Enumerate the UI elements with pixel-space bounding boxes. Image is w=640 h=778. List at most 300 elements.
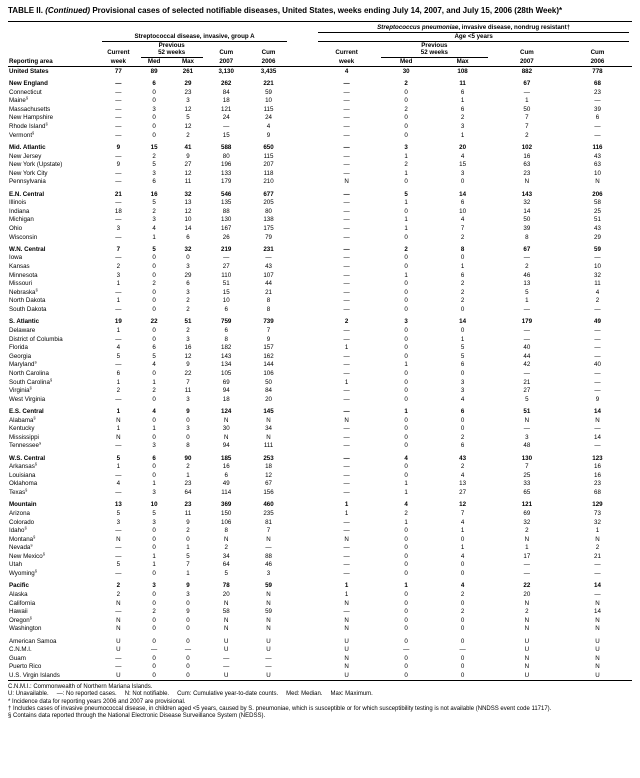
reporting-area-cell: E.N. Central bbox=[9, 190, 45, 198]
value-cell: N bbox=[266, 599, 271, 607]
value-cell: — bbox=[115, 199, 122, 207]
value-cell: U bbox=[266, 637, 271, 645]
value-cell: 2 bbox=[460, 280, 465, 288]
value-cell: 0 bbox=[404, 114, 408, 122]
column-spacer bbox=[290, 561, 315, 570]
value-cell: N bbox=[344, 535, 349, 543]
value-cell: 2 bbox=[224, 544, 228, 552]
reporting-area-cell: American Samoa bbox=[9, 637, 57, 645]
value-cell: N bbox=[524, 654, 530, 662]
column-spacer bbox=[290, 433, 315, 442]
value-cell: 0 bbox=[152, 263, 156, 271]
value-cell: 133 bbox=[221, 169, 232, 177]
value-cell: 0 bbox=[152, 369, 156, 377]
value-cell: 0 bbox=[152, 637, 156, 645]
value-cell: 1 bbox=[152, 480, 156, 488]
value-cell: 1 bbox=[152, 425, 156, 433]
header-spacer bbox=[8, 21, 99, 33]
column-spacer bbox=[290, 288, 315, 297]
value-cell: 0 bbox=[460, 254, 465, 262]
value-cell: N bbox=[266, 590, 271, 598]
value-cell: 0 bbox=[186, 599, 190, 607]
header-spacer bbox=[290, 42, 315, 58]
value-cell: — bbox=[343, 489, 350, 497]
column-spacer bbox=[290, 233, 315, 242]
value-cell: — bbox=[343, 552, 350, 560]
table-row bbox=[8, 552, 632, 561]
table-row bbox=[8, 186, 632, 198]
value-cell: 2 bbox=[152, 608, 156, 616]
value-cell: 3 bbox=[186, 425, 190, 433]
value-cell: — bbox=[115, 527, 122, 535]
reporting-area-cell: Louisiana bbox=[9, 471, 36, 479]
footnote: § Contains data reported through the National Electronic Disease Surveillance System (NEDSS). bbox=[8, 713, 266, 720]
value-cell: N bbox=[223, 616, 229, 624]
table-row bbox=[8, 152, 632, 161]
value-cell: 18 bbox=[265, 463, 272, 471]
table-row bbox=[8, 369, 632, 378]
value-cell: 162 bbox=[263, 352, 274, 360]
reporting-area-cell: Maine§ bbox=[9, 96, 29, 105]
value-cell: — bbox=[343, 88, 350, 96]
value-cell: 12 bbox=[184, 207, 192, 215]
value-cell: 59 bbox=[265, 88, 272, 96]
col-header-2007-a: 2007 bbox=[206, 58, 247, 67]
reporting-area-cell: C.N.M.I. bbox=[9, 646, 32, 654]
table-row bbox=[8, 178, 632, 187]
value-cell: 58 bbox=[594, 199, 601, 207]
value-cell: 0 bbox=[186, 254, 190, 262]
value-cell: 1 bbox=[344, 590, 349, 598]
value-cell: N bbox=[266, 625, 271, 633]
col-header-cum-a-2006: Cum bbox=[261, 48, 276, 56]
value-cell: N bbox=[266, 616, 271, 624]
value-cell: 12 bbox=[265, 471, 272, 479]
reporting-area-cell: Oklahoma bbox=[9, 480, 38, 488]
column-spacer bbox=[290, 535, 315, 544]
group-header-row-1 bbox=[8, 21, 632, 33]
value-cell: 2 bbox=[460, 590, 465, 598]
value-cell: 5 bbox=[116, 454, 121, 462]
value-cell: 77 bbox=[114, 67, 122, 75]
column-spacer bbox=[290, 198, 315, 207]
value-cell: 0 bbox=[152, 471, 156, 479]
value-cell: 134 bbox=[221, 361, 232, 369]
value-cell: 0 bbox=[152, 654, 156, 662]
value-cell: 46 bbox=[265, 561, 272, 569]
reporting-area-cell: Maryland§ bbox=[9, 360, 37, 369]
value-cell: 43 bbox=[594, 152, 601, 160]
reporting-area-cell: Wisconsin bbox=[9, 233, 38, 241]
table-row bbox=[8, 433, 632, 442]
reporting-area-cell: S. Atlantic bbox=[9, 318, 40, 326]
value-cell: 0 bbox=[460, 306, 465, 314]
value-cell: — bbox=[223, 663, 230, 671]
value-cell: 43 bbox=[265, 263, 272, 271]
value-cell: 2 bbox=[460, 297, 465, 305]
column-spacer bbox=[290, 352, 315, 361]
value-cell: 8 bbox=[460, 245, 465, 253]
value-cell: 0 bbox=[186, 654, 190, 662]
value-cell: 69 bbox=[222, 378, 230, 386]
value-cell: 4 bbox=[116, 480, 121, 488]
table-row bbox=[8, 471, 632, 480]
value-cell: 369 bbox=[221, 501, 232, 509]
value-cell: 145 bbox=[263, 407, 274, 415]
value-cell: 44 bbox=[265, 280, 272, 288]
value-cell: U bbox=[524, 672, 530, 680]
value-cell: 115 bbox=[263, 152, 274, 160]
value-cell: N bbox=[595, 416, 600, 424]
value-cell: 179 bbox=[521, 318, 533, 326]
value-cell: 1 bbox=[404, 518, 408, 526]
value-cell: 2 bbox=[152, 207, 156, 215]
value-cell: 13 bbox=[459, 480, 467, 488]
value-cell: — bbox=[594, 123, 601, 131]
value-cell: 6 bbox=[460, 271, 465, 279]
value-cell: 80 bbox=[222, 152, 230, 160]
table-row bbox=[8, 607, 632, 616]
column-spacer bbox=[290, 279, 315, 288]
value-cell: 79 bbox=[265, 233, 272, 241]
value-cell: 21 bbox=[523, 378, 531, 386]
value-cell: — bbox=[343, 326, 350, 334]
value-cell: 84 bbox=[265, 387, 272, 395]
column-spacer bbox=[290, 416, 315, 425]
value-cell: 0 bbox=[404, 416, 408, 424]
value-cell: U bbox=[524, 637, 530, 645]
reporting-area-cell: Connecticut bbox=[9, 88, 42, 96]
value-cell: 0 bbox=[404, 335, 408, 343]
value-cell: — bbox=[115, 254, 122, 262]
value-cell: 0 bbox=[404, 387, 408, 395]
value-cell: 1 bbox=[525, 97, 529, 105]
reporting-area-cell: California bbox=[9, 599, 36, 607]
value-cell: 23 bbox=[594, 480, 601, 488]
value-cell: 205 bbox=[263, 199, 274, 207]
column-spacer bbox=[290, 480, 315, 489]
value-cell: 0 bbox=[460, 616, 465, 624]
reporting-area-cell: Nevada§ bbox=[9, 543, 33, 552]
value-cell: 4 bbox=[152, 407, 156, 415]
reporting-area-cell: Minnesota bbox=[9, 271, 38, 279]
value-cell: 130 bbox=[521, 454, 533, 462]
column-spacer bbox=[290, 160, 315, 169]
value-cell: 253 bbox=[263, 454, 274, 462]
value-cell: 3 bbox=[152, 216, 156, 224]
value-cell: — bbox=[115, 114, 122, 122]
column-spacer bbox=[290, 152, 315, 161]
value-cell: 262 bbox=[221, 80, 232, 88]
value-cell: 196 bbox=[221, 161, 232, 169]
value-cell: 135 bbox=[221, 199, 232, 207]
value-cell: 81 bbox=[265, 518, 272, 526]
value-cell: 3 bbox=[186, 288, 190, 296]
value-cell: 20 bbox=[265, 395, 272, 403]
value-cell: 23 bbox=[594, 88, 601, 96]
reporting-area-cell: Mississippi bbox=[9, 433, 39, 441]
value-cell: N bbox=[595, 178, 600, 186]
value-cell: 0 bbox=[404, 527, 408, 535]
value-cell: 24 bbox=[265, 114, 272, 122]
footnote: C.N.M.I.: Commonwealth of Northern Mariana Islands. bbox=[8, 683, 153, 690]
table-row bbox=[8, 343, 632, 352]
value-cell: 0 bbox=[460, 178, 465, 186]
value-cell: N bbox=[524, 599, 530, 607]
value-cell: 1 bbox=[344, 582, 349, 590]
value-cell: — bbox=[115, 169, 122, 177]
column-spacer bbox=[290, 403, 315, 415]
value-cell: 16 bbox=[594, 471, 601, 479]
group-subheader-age-under-5: Age <5 years bbox=[315, 33, 632, 42]
value-cell: 13 bbox=[184, 199, 192, 207]
value-cell: 6 bbox=[595, 114, 600, 122]
value-cell: 0 bbox=[460, 637, 465, 645]
value-cell: 2 bbox=[116, 582, 121, 590]
value-cell: 3 bbox=[152, 518, 156, 526]
value-cell: 4 bbox=[404, 454, 408, 462]
value-cell: 4 bbox=[460, 471, 465, 479]
value-cell: 1 bbox=[186, 471, 190, 479]
column-spacer bbox=[290, 378, 315, 387]
value-cell: 5 bbox=[460, 352, 465, 360]
table-row bbox=[8, 654, 632, 663]
footnote: † Includes cases of invasive pneumococcal disease, in children aged <5 years, caused by S. pneumoniae, which is susceptible or for which susceptibility testing is not available (NNDSS event code 11717). bbox=[8, 706, 552, 713]
value-cell: 0 bbox=[460, 625, 465, 633]
value-cell: — bbox=[343, 306, 350, 314]
value-cell: — bbox=[265, 544, 272, 552]
value-cell: 0 bbox=[152, 131, 156, 139]
value-cell: 6 bbox=[460, 361, 465, 369]
column-spacer bbox=[290, 497, 315, 509]
reporting-area-cell: New Hampshire bbox=[9, 114, 54, 122]
value-cell: 0 bbox=[404, 326, 408, 334]
reporting-area-cell: South Carolina§ bbox=[9, 377, 53, 386]
value-cell: — bbox=[343, 161, 350, 169]
reporting-area-cell: Puerto Rico bbox=[9, 663, 42, 671]
value-cell: 5 bbox=[224, 570, 228, 578]
value-cell: 5 bbox=[152, 199, 156, 207]
table-title bbox=[8, 6, 632, 16]
table-row bbox=[8, 224, 632, 233]
value-cell: — bbox=[115, 361, 122, 369]
value-cell: 0 bbox=[460, 326, 465, 334]
group-header-pneumococcus bbox=[315, 21, 632, 33]
value-cell: 27 bbox=[222, 263, 230, 271]
value-cell: — bbox=[343, 480, 350, 488]
value-cell: 0 bbox=[404, 654, 408, 662]
column-spacer bbox=[290, 361, 315, 370]
value-cell: 6 bbox=[460, 88, 465, 96]
value-cell: 10 bbox=[594, 169, 601, 177]
previous-label: Previous bbox=[158, 41, 185, 49]
value-cell: 0 bbox=[152, 88, 156, 96]
value-cell: 9 bbox=[186, 152, 190, 160]
value-cell: — bbox=[343, 280, 350, 288]
table-row bbox=[8, 207, 632, 216]
value-cell: 27 bbox=[184, 161, 192, 169]
value-cell: N bbox=[524, 535, 530, 543]
value-cell: — bbox=[223, 254, 230, 262]
value-cell: 14 bbox=[594, 433, 601, 441]
value-cell: 0 bbox=[186, 663, 190, 671]
value-cell: 11 bbox=[184, 509, 192, 517]
value-cell: 34 bbox=[222, 552, 230, 560]
value-cell: — bbox=[343, 199, 350, 207]
value-cell: — bbox=[343, 570, 350, 578]
reporting-area-cell: Virginia§ bbox=[9, 386, 32, 395]
value-cell: 17 bbox=[523, 552, 531, 560]
value-cell: 0 bbox=[404, 178, 408, 186]
value-cell: 5 bbox=[460, 344, 465, 352]
reporting-area-cell: W.N. Central bbox=[9, 245, 46, 253]
value-cell: — bbox=[223, 654, 230, 662]
value-cell: 739 bbox=[263, 318, 274, 326]
value-cell: 2 bbox=[595, 297, 600, 305]
value-cell: N bbox=[595, 535, 600, 543]
value-cell: 9 bbox=[186, 518, 190, 526]
reporting-area-cell: Indiana bbox=[9, 207, 30, 215]
footnote bbox=[8, 691, 632, 698]
value-cell: — bbox=[151, 646, 158, 654]
value-cell: 4 bbox=[116, 344, 121, 352]
value-cell: 10 bbox=[459, 207, 467, 215]
value-cell: 1 bbox=[344, 501, 349, 509]
value-cell: N bbox=[116, 433, 121, 441]
value-cell: 778 bbox=[592, 67, 603, 75]
table-row bbox=[8, 131, 632, 140]
table-row bbox=[8, 297, 632, 306]
value-cell: 105 bbox=[221, 369, 232, 377]
value-cell: — bbox=[115, 152, 122, 160]
value-cell: — bbox=[343, 544, 350, 552]
value-cell: 16 bbox=[222, 463, 230, 471]
value-cell: — bbox=[343, 288, 350, 296]
value-cell: 18 bbox=[222, 395, 230, 403]
value-cell: 14 bbox=[523, 207, 531, 215]
reporting-area-cell: Washington bbox=[9, 625, 42, 633]
reporting-area-cell: Pacific bbox=[9, 582, 29, 590]
value-cell: U bbox=[223, 646, 229, 654]
value-cell: 1 bbox=[116, 326, 121, 334]
reporting-area-cell: New Mexico§ bbox=[9, 552, 45, 560]
column-spacer bbox=[290, 450, 315, 462]
value-cell: — bbox=[115, 395, 122, 403]
column-spacer bbox=[290, 509, 315, 518]
value-cell: 108 bbox=[457, 67, 468, 75]
value-cell: 89 bbox=[150, 67, 158, 75]
value-cell: 3 bbox=[404, 143, 408, 151]
table-row bbox=[8, 462, 632, 471]
value-cell: 0 bbox=[404, 561, 408, 569]
value-cell: 22 bbox=[184, 369, 192, 377]
value-cell: 0 bbox=[186, 637, 190, 645]
table-row bbox=[8, 233, 632, 242]
value-cell: N bbox=[223, 535, 229, 543]
value-cell: — bbox=[594, 97, 601, 105]
value-cell: — bbox=[594, 387, 601, 395]
column-spacer bbox=[290, 305, 315, 314]
value-cell: 8 bbox=[266, 306, 271, 314]
value-cell: 0 bbox=[460, 535, 465, 543]
value-cell: 0 bbox=[152, 326, 156, 334]
value-cell: — bbox=[343, 297, 350, 305]
value-cell: — bbox=[115, 654, 122, 662]
value-cell: 7 bbox=[525, 463, 529, 471]
col-header-max-p: Max bbox=[434, 58, 490, 67]
value-cell: 2 bbox=[525, 608, 529, 616]
value-cell: — bbox=[223, 123, 230, 131]
value-cell: 1 bbox=[525, 544, 529, 552]
value-cell: 5 bbox=[186, 114, 190, 122]
reporting-area-cell: Missouri bbox=[9, 280, 33, 288]
value-cell: 5 bbox=[404, 190, 408, 198]
value-cell: 0 bbox=[460, 561, 465, 569]
value-cell: 130 bbox=[221, 216, 232, 224]
reporting-area-cell: District of Columbia bbox=[9, 335, 63, 343]
value-cell: 0 bbox=[152, 535, 156, 543]
value-cell: 73 bbox=[594, 509, 601, 517]
value-cell: 182 bbox=[221, 344, 232, 352]
value-cell: 1 bbox=[344, 378, 349, 386]
value-cell: 2 bbox=[116, 263, 121, 271]
value-cell: 7 bbox=[186, 378, 190, 386]
value-cell: — bbox=[343, 518, 350, 526]
reporting-area-cell: Illinois bbox=[9, 199, 27, 207]
value-cell: 26 bbox=[222, 233, 230, 241]
value-cell: 6 bbox=[224, 306, 228, 314]
value-cell: U bbox=[223, 637, 229, 645]
value-cell: N bbox=[223, 599, 229, 607]
value-cell: — bbox=[594, 561, 601, 569]
reporting-area-cell: W.S. Central bbox=[9, 454, 46, 462]
value-cell: 4 bbox=[460, 395, 465, 403]
column-spacer bbox=[290, 607, 315, 616]
column-spacer bbox=[290, 262, 315, 271]
value-cell: 110 bbox=[221, 271, 232, 279]
value-cell: — bbox=[523, 326, 530, 334]
value-cell: 1 bbox=[152, 378, 156, 386]
value-cell: 0 bbox=[460, 672, 465, 680]
value-cell: 32 bbox=[184, 245, 192, 253]
value-cell: 4 bbox=[460, 582, 465, 590]
value-cell: U bbox=[595, 646, 600, 654]
value-cell: 129 bbox=[592, 501, 603, 509]
value-cell: 0 bbox=[404, 663, 408, 671]
value-cell: 2 bbox=[525, 263, 529, 271]
value-cell: 1 bbox=[116, 425, 121, 433]
value-cell: 50 bbox=[523, 216, 531, 224]
table-row bbox=[8, 305, 632, 314]
value-cell: — bbox=[594, 131, 601, 139]
value-cell: — bbox=[115, 306, 122, 314]
reporting-area-cell: United States bbox=[9, 67, 49, 75]
value-cell: 0 bbox=[404, 288, 408, 296]
value-cell: 67 bbox=[265, 480, 272, 488]
value-cell: 588 bbox=[221, 143, 232, 151]
value-cell: 44 bbox=[523, 352, 531, 360]
column-spacer bbox=[290, 369, 315, 378]
value-cell: 14 bbox=[594, 407, 601, 415]
table-row bbox=[8, 663, 632, 672]
value-cell: 3,130 bbox=[218, 67, 234, 75]
value-cell: — bbox=[343, 169, 350, 177]
value-cell: 1 bbox=[116, 463, 121, 471]
value-cell: — bbox=[343, 471, 350, 479]
table-body bbox=[8, 67, 632, 681]
reporting-area-cell: Texas§ bbox=[9, 488, 28, 497]
reporting-area-cell: Oregon§ bbox=[9, 615, 32, 624]
